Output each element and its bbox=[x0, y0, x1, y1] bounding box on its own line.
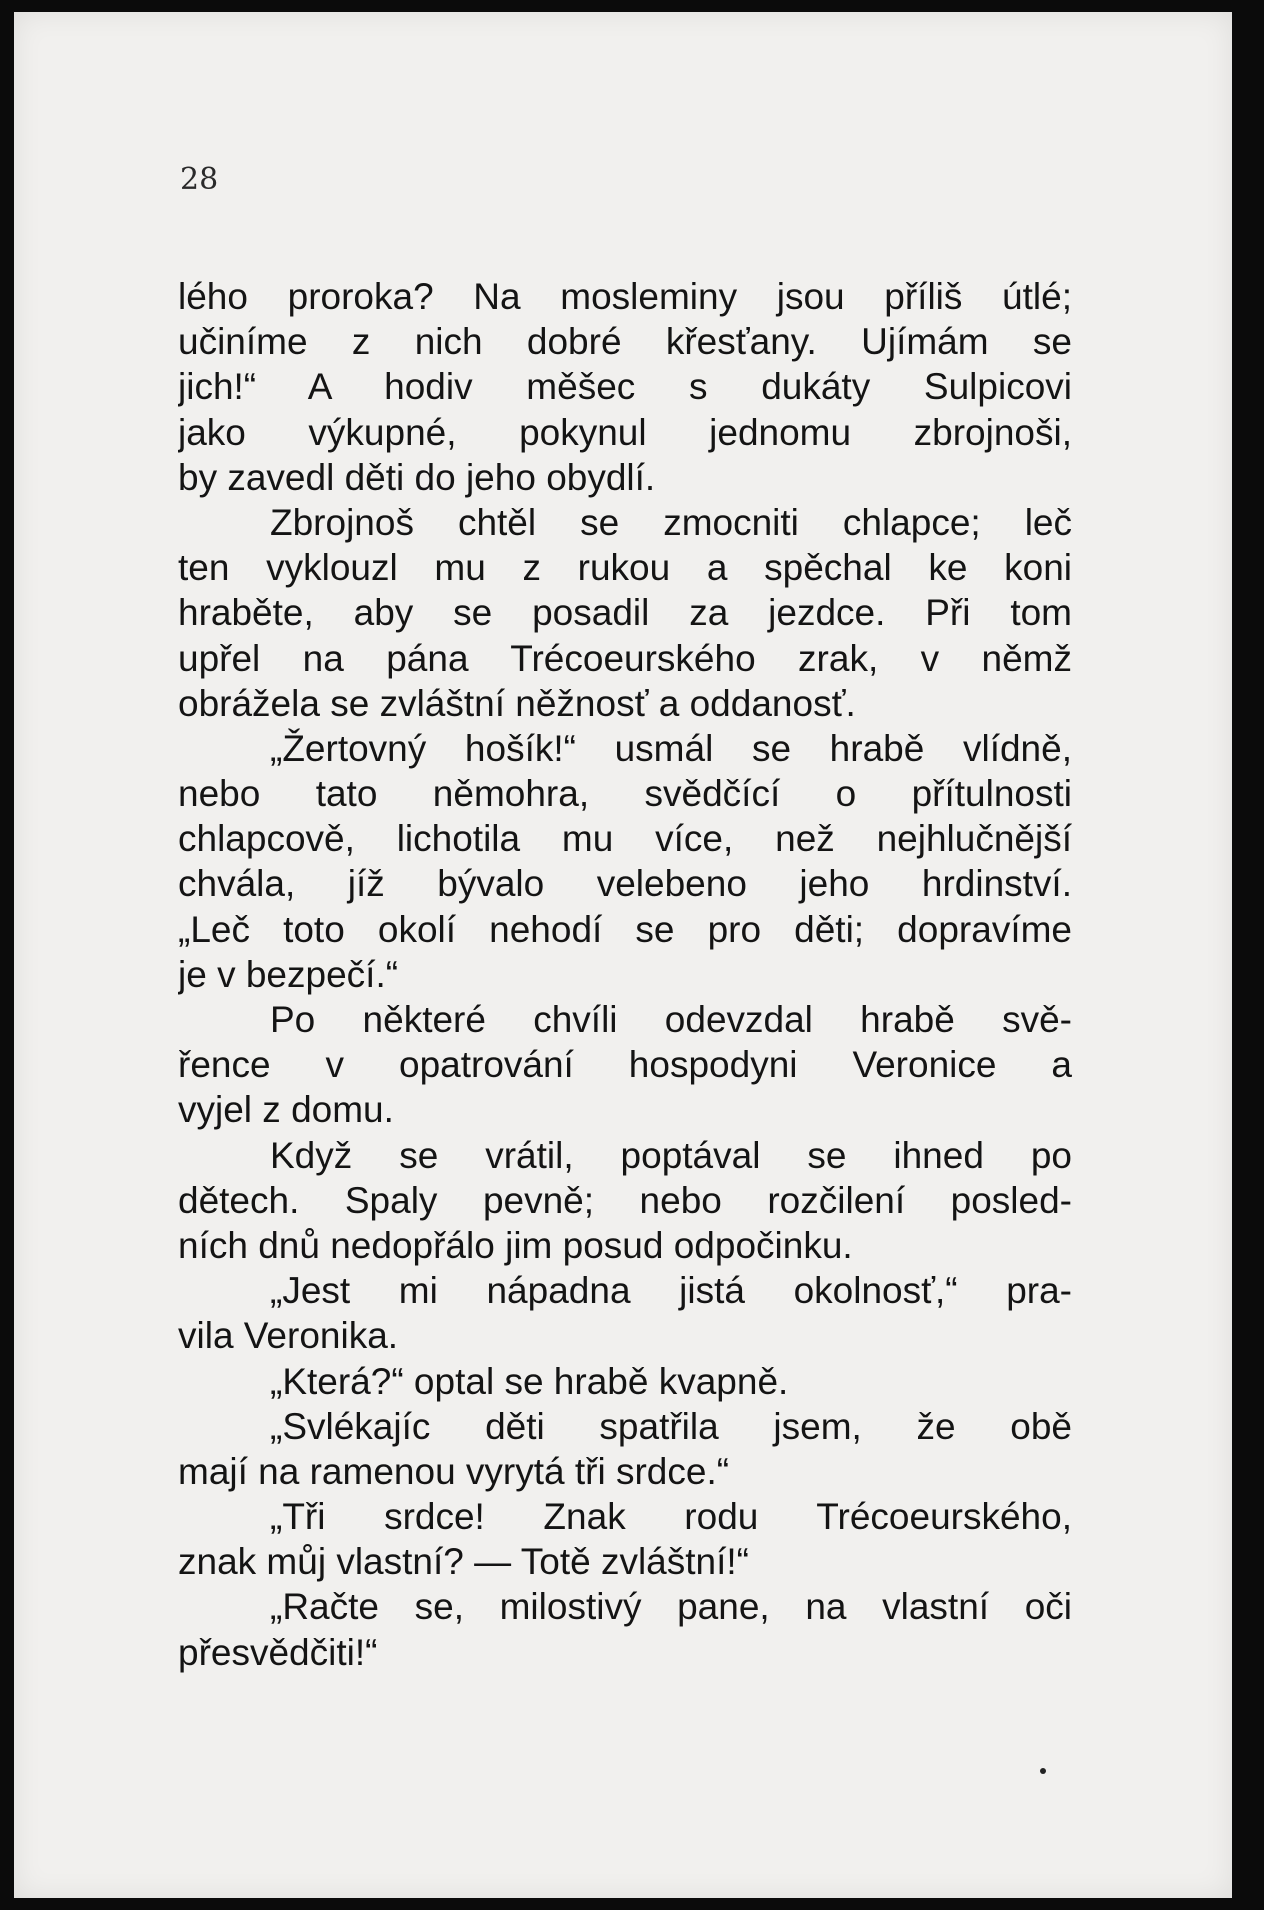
text-line: Po některé chvíli odevzdal hrabě svě- bbox=[270, 999, 1072, 1040]
text-line: chlapcově, lichotila mu více, než nejhlučnější bbox=[178, 818, 1072, 860]
text-line: jich!“ A hodiv měšec s dukáty Sulpicovi bbox=[178, 366, 1072, 408]
print-speck bbox=[1040, 1768, 1046, 1774]
text-line: „Která?“ optal se hrabě kvapně. bbox=[270, 1360, 789, 1402]
text-line: obrážela se zvláštní něžnosť a oddanosť. bbox=[178, 682, 856, 724]
text-line: řence v opatrování hospodyni Veronice a bbox=[178, 1044, 1072, 1086]
text-line: nebo tato němohra, svědčící o přítulnosti bbox=[178, 773, 1072, 815]
text-line: mají na ramenou vyrytá tři srdce.“ bbox=[178, 1450, 730, 1492]
text-line: „Žertovný hošík!“ usmál se hrabě vlídně, bbox=[270, 727, 1072, 769]
scan-border bbox=[1232, 0, 1264, 1910]
text-line: „Račte se, milostivý pane, na vlastní oči bbox=[270, 1586, 1072, 1628]
text-line: ten vyklouzl mu z rukou a spěchal ke koni bbox=[178, 547, 1072, 589]
text-line: Když se vrátil, poptával se ihned po bbox=[270, 1134, 1072, 1176]
text-line: znak můj vlastní? — Totě zvláštní!“ bbox=[178, 1541, 749, 1583]
text-line: „Leč toto okolí nehodí se pro děti; dopravíme bbox=[178, 908, 1072, 950]
text-line: je v bezpečí.“ bbox=[178, 953, 399, 995]
text-line: učiníme z nich dobré křesťany. Ujímám se bbox=[178, 321, 1072, 363]
text-line: vyjel z domu. bbox=[178, 1089, 394, 1131]
text-line: chvála, jíž bývalo velebeno jeho hrdinství. bbox=[178, 863, 1072, 905]
page-text bbox=[178, 274, 1072, 1675]
text-line: „Jest mi nápadna jistá okolnosť,“ pra- bbox=[270, 1270, 1072, 1312]
text-line: Zbrojnoš chtěl se zmocniti chlapce; leč bbox=[270, 501, 1072, 543]
page-number: 28 bbox=[180, 162, 219, 197]
text-line: ních dnů nedopřálo jim posud odpočinku. bbox=[178, 1224, 853, 1266]
text-line: „Svlékajíc děti spatřila jsem, že obě bbox=[270, 1405, 1072, 1447]
text-line: lého proroka? Na mosleminy jsou příliš útlé; bbox=[178, 276, 1072, 317]
text-line: hraběte, aby se posadil za jezdce. Při tom bbox=[178, 592, 1072, 634]
text-line: „Tři srdce! Znak rodu Trécoeurského, bbox=[270, 1496, 1072, 1538]
text-line: dětech. Spaly pevně; nebo rozčilení posled- bbox=[178, 1179, 1072, 1221]
book-page bbox=[14, 12, 1232, 1898]
text-line: vila Veronika. bbox=[178, 1315, 399, 1357]
text-line: by zavedl děti do jeho obydlí. bbox=[178, 456, 656, 498]
text-line: jako výkupné, pokynul jednomu zbrojnoši, bbox=[178, 411, 1072, 453]
text-line: přesvědčiti!“ bbox=[178, 1631, 378, 1673]
text-line: upřel na pána Trécoeurského zrak, v němž bbox=[178, 637, 1072, 679]
